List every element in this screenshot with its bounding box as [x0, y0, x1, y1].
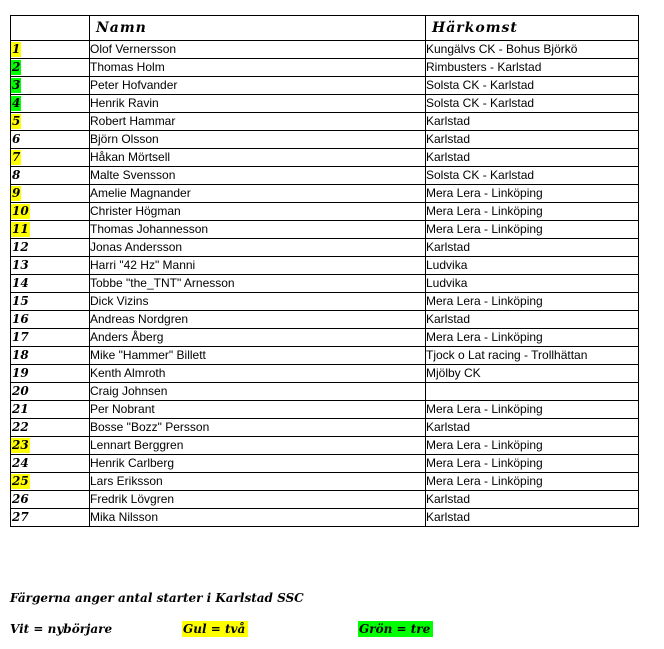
table-row [11, 77, 639, 95]
row-number: 14 [12, 276, 29, 290]
row-origin: Solsta CK - Karlstad [426, 167, 639, 185]
row-name: Håkan Mörtsell [90, 149, 426, 167]
table-row [11, 419, 639, 437]
table-row [11, 293, 639, 311]
row-name: Olof Vernersson [90, 41, 426, 59]
row-number: 11 [12, 222, 29, 236]
row-name: Lars Eriksson [90, 473, 426, 491]
row-name: Fredrik Lövgren [90, 491, 426, 509]
row-name: Henrik Carlberg [90, 455, 426, 473]
row-number-cell [11, 41, 90, 59]
table-row [11, 185, 639, 203]
row-origin: Karlstad [426, 311, 639, 329]
row-name: Thomas Johannesson [90, 221, 426, 239]
row-number-cell [11, 221, 90, 239]
row-number: 21 [12, 402, 29, 416]
table-row [11, 257, 639, 275]
row-name: Peter Hofvander [90, 77, 426, 95]
row-name: Mika Nilsson [90, 509, 426, 527]
row-number: 3 [12, 78, 21, 92]
row-number-cell [11, 383, 90, 401]
table-row [11, 383, 639, 401]
table-row [11, 239, 639, 257]
row-name: Andreas Nordgren [90, 311, 426, 329]
row-name: Lennart Berggren [90, 437, 426, 455]
row-name: Tobbe "the_TNT" Arnesson [90, 275, 426, 293]
table-row [11, 509, 639, 527]
row-number: 10 [12, 204, 29, 218]
row-number: 25 [12, 474, 29, 488]
row-name: Mike "Hammer" Billett [90, 347, 426, 365]
table-row [11, 131, 639, 149]
row-number: 26 [12, 492, 29, 506]
table-row [11, 149, 639, 167]
row-origin: Karlstad [426, 131, 639, 149]
row-number-cell [11, 401, 90, 419]
table-row [11, 437, 639, 455]
row-number: 13 [12, 258, 29, 272]
row-origin: Karlstad [426, 113, 639, 131]
row-number-cell [11, 455, 90, 473]
row-name: Harri "42 Hz" Manni [90, 257, 426, 275]
row-number-cell [11, 311, 90, 329]
table-row [11, 203, 639, 221]
table-row [11, 401, 639, 419]
row-origin: Karlstad [426, 419, 639, 437]
row-number: 24 [12, 456, 29, 470]
row-origin: Karlstad [426, 239, 639, 257]
table-row [11, 365, 639, 383]
row-origin: Solsta CK - Karlstad [426, 77, 639, 95]
row-name: Malte Svensson [90, 167, 426, 185]
legend-yellow: Gul = två [182, 621, 248, 637]
row-number: 8 [12, 168, 21, 182]
row-name: Anders Åberg [90, 329, 426, 347]
row-name: Jonas Andersson [90, 239, 426, 257]
row-number-cell [11, 95, 90, 113]
row-number: 20 [12, 384, 29, 398]
row-number-cell [11, 257, 90, 275]
row-number: 6 [12, 132, 21, 146]
row-number-cell [11, 275, 90, 293]
header-number [11, 16, 90, 41]
legend-title: Färgerna anger antal starter i Karlstad SSC [10, 591, 304, 605]
legend-green: Grön = tre [358, 621, 433, 637]
row-number-cell [11, 437, 90, 455]
row-origin: Ludvika [426, 275, 639, 293]
table-row [11, 221, 639, 239]
row-origin: Rimbusters - Karlstad [426, 59, 639, 77]
row-number-cell [11, 59, 90, 77]
row-name: Bosse "Bozz" Persson [90, 419, 426, 437]
row-origin: Mera Lera - Linköping [426, 437, 639, 455]
row-number-cell [11, 113, 90, 131]
table-row [11, 491, 639, 509]
row-number-cell [11, 347, 90, 365]
row-number-cell [11, 239, 90, 257]
table-row [11, 473, 639, 491]
row-number: 16 [12, 312, 29, 326]
row-number-cell [11, 329, 90, 347]
row-number-cell [11, 473, 90, 491]
row-name: Robert Hammar [90, 113, 426, 131]
table-row [11, 167, 639, 185]
legend-white: Vit = nybörjare [10, 622, 113, 636]
row-number-cell [11, 185, 90, 203]
row-number: 19 [12, 366, 29, 380]
row-number: 18 [12, 348, 29, 362]
row-name: Kenth Almroth [90, 365, 426, 383]
row-number-cell [11, 131, 90, 149]
row-origin [426, 383, 639, 401]
row-number: 15 [12, 294, 29, 308]
row-origin: Mera Lera - Linköping [426, 293, 639, 311]
row-origin: Mera Lera - Linköping [426, 203, 639, 221]
row-name: Dick Vizins [90, 293, 426, 311]
row-number: 7 [12, 150, 21, 164]
row-number-cell [11, 509, 90, 527]
row-origin: Karlstad [426, 491, 639, 509]
row-name: Amelie Magnander [90, 185, 426, 203]
row-origin: Karlstad [426, 149, 639, 167]
row-number-cell [11, 149, 90, 167]
header-row [11, 16, 639, 41]
row-origin: Solsta CK - Karlstad [426, 95, 639, 113]
row-origin: Mera Lera - Linköping [426, 401, 639, 419]
row-number: 23 [12, 438, 29, 452]
row-origin: Mjölby CK [426, 365, 639, 383]
row-number-cell [11, 491, 90, 509]
row-number-cell [11, 365, 90, 383]
row-number-cell [11, 419, 90, 437]
row-origin: Mera Lera - Linköping [426, 221, 639, 239]
table-row [11, 59, 639, 77]
row-number: 22 [12, 420, 29, 434]
row-number: 27 [12, 510, 29, 524]
row-number-cell [11, 77, 90, 95]
table-row [11, 329, 639, 347]
table-row [11, 347, 639, 365]
row-number: 1 [12, 42, 21, 56]
row-name: Per Nobrant [90, 401, 426, 419]
row-name: Henrik Ravin [90, 95, 426, 113]
row-number-cell [11, 167, 90, 185]
row-origin: Mera Lera - Linköping [426, 329, 639, 347]
table-row [11, 311, 639, 329]
row-origin: Karlstad [426, 509, 639, 527]
row-number: 5 [12, 114, 21, 128]
row-number-cell [11, 293, 90, 311]
row-origin: Tjock o Lat racing - Trollhättan [426, 347, 639, 365]
row-name: Björn Olsson [90, 131, 426, 149]
row-origin: Ludvika [426, 257, 639, 275]
table-row [11, 275, 639, 293]
row-number: 17 [12, 330, 29, 344]
row-number-cell [11, 203, 90, 221]
row-name: Thomas Holm [90, 59, 426, 77]
table-row [11, 41, 639, 59]
header-origin: Härkomst [426, 16, 639, 41]
table-row [11, 95, 639, 113]
row-name: Craig Johnsen [90, 383, 426, 401]
row-name: Christer Högman [90, 203, 426, 221]
row-number: 12 [12, 240, 29, 254]
row-origin: Mera Lera - Linköping [426, 455, 639, 473]
row-origin: Mera Lera - Linköping [426, 473, 639, 491]
row-number: 9 [12, 186, 21, 200]
row-number: 2 [12, 60, 21, 74]
row-number: 4 [12, 96, 21, 110]
table-row [11, 113, 639, 131]
row-origin: Mera Lera - Linköping [426, 185, 639, 203]
header-name: Namn [90, 16, 426, 41]
participants-table [10, 15, 639, 527]
table-row [11, 455, 639, 473]
row-origin: Kungälvs CK - Bohus Björkö [426, 41, 639, 59]
